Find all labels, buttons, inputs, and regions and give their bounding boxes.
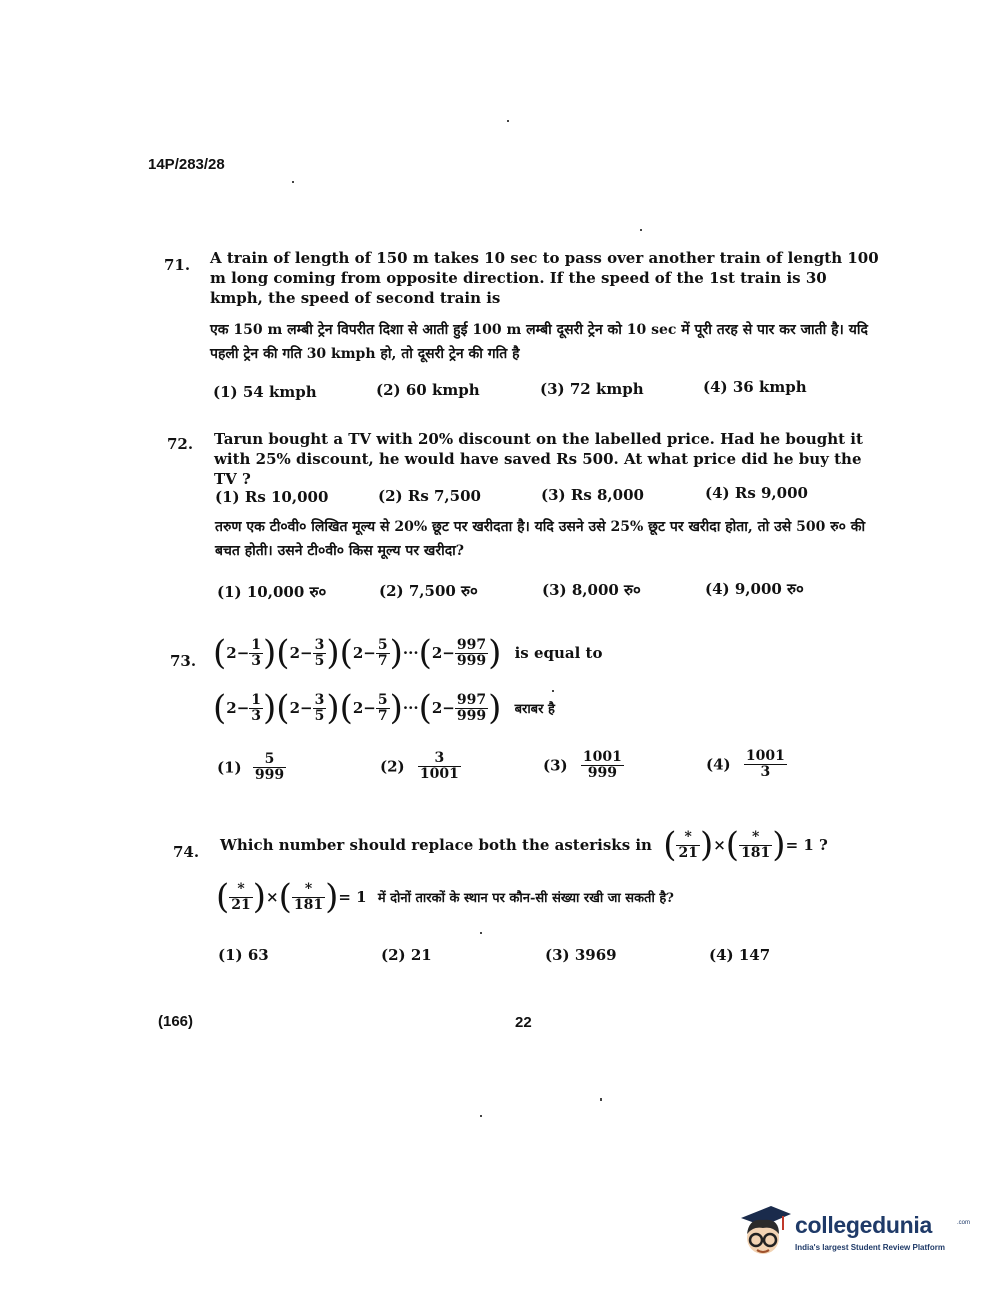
- question-74-option-2: (2) 21: [381, 946, 432, 964]
- question-72-option-hi-2: (2) 7,500 रु०: [379, 582, 478, 600]
- question-72-option-en-2: (2) Rs 7,500: [378, 487, 481, 505]
- question-74-number: 74.: [173, 843, 200, 861]
- question-71-number: 71.: [164, 256, 191, 274]
- question-74-option-3: (3) 3969: [545, 946, 617, 964]
- question-73-option-3: (3) $\frac{1001}{999}$: [543, 749, 622, 781]
- question-72-text-en: Tarun bought a TV with 20% discount on the labelled price. Had he bought it with 25% discount, he would have saved Rs 500. At what price did he buy the TV ?: [214, 430, 863, 488]
- logo-dotcom: .com: [957, 1220, 971, 1226]
- footer-code: (166): [158, 1013, 194, 1030]
- mascot-icon: [735, 1196, 793, 1260]
- question-72-option-hi-3: (3) 8,000 रु०: [542, 581, 641, 599]
- question-71-text-en: A train of length of 150 m takes 10 sec to pass over another train of length 100 m long coming from opposite direction. If the speed of the 1st train is 30 kmph, the speed of second train is: [210, 249, 879, 307]
- question-72-option-en-4: (4) Rs 9,000: [705, 484, 808, 502]
- question-72-option-en-3: (3) Rs 8,000: [541, 486, 644, 504]
- question-74-text-en: Which number should replace both the asterisks in ( $\frac{*}{21}$ )×( $\frac{*}{181}$ )= 1 ?: [220, 825, 828, 865]
- question-72-text-hi: तरुण एक टी०वी० लिखित मूल्य से 20% छूट पर खरीदता है। यदि उसने उसे 25% छूट पर खरीदा होता, तो उसे 500 रु० की बचत होती। उसने टी०वी० किस मूल्य पर खरीदा?: [215, 519, 866, 559]
- scan-speck: [480, 1115, 482, 1117]
- paper-code: 14P/283/28: [148, 156, 225, 173]
- question-71-option-1: (1) 54 kmph: [213, 383, 317, 401]
- scan-speck: [640, 229, 642, 231]
- question-73-suffix-hi: बराबर है: [514, 702, 555, 717]
- question-73-expression-hi: (2− $\frac{1}{3}$ )(2− $\frac{3}{5}$ )(2− $\frac{5}{7}$ )···(2− $\frac{997}{999}$ ) बराबर है: [213, 688, 555, 728]
- logo-tagline: India's largest Student Review Platform: [795, 1243, 945, 1252]
- scan-speck: [600, 1098, 602, 1101]
- question-72-option-hi-4: (4) 9,000 रु०: [705, 580, 804, 598]
- question-72-option-hi-1: (1) 10,000 रु०: [217, 583, 327, 601]
- question-73-option-1: (1) $\frac{5}{999}$: [217, 751, 285, 783]
- question-71-text-hi: एक 150 m लम्बी ट्रेन विपरीत दिशा से आती हुई 100 m लम्बी दूसरी ट्रेन को 10 sec में पूरी तरह से पार कर जाती है। यदि पहली ट्रेन की गति 30 kmph हो, तो दूसरी ट्रेन की गति है: [210, 322, 868, 362]
- scan-speck: [480, 932, 482, 934]
- question-73-option-4: (4) $\frac{1001}{3}$: [706, 748, 785, 780]
- question-74-option-4: (4) 147: [709, 946, 771, 964]
- collegedunia-logo: [735, 1196, 971, 1262]
- question-73-number: 73.: [170, 652, 197, 670]
- question-72-option-en-1: (1) Rs 10,000: [215, 488, 329, 506]
- question-74-option-1: (1) 63: [218, 946, 269, 964]
- scan-speck: [507, 120, 509, 122]
- question-71-option-4: (4) 36 kmph: [703, 378, 807, 396]
- page-number: 22: [515, 1014, 532, 1031]
- question-71-option-3: (3) 72 kmph: [540, 380, 644, 398]
- scan-speck: [552, 690, 554, 692]
- question-74-text-hi: ( $\frac{*}{21}$ )×( $\frac{*}{181}$ )= 1 में दोनों तारकों के स्थान पर कौन-सी संख्या रखी जा सकती है?: [216, 877, 674, 917]
- question-73-option-2: (2) $\frac{3}{1001}$: [380, 750, 459, 782]
- scan-speck: [292, 181, 294, 183]
- logo-wordmark: collegedunia: [795, 1212, 932, 1238]
- question-73-suffix-en: is equal to: [514, 644, 603, 662]
- question-71-option-2: (2) 60 kmph: [376, 381, 480, 399]
- question-73-expression-en: (2− $\frac{1}{3}$ )(2− $\frac{3}{5}$ )(2− $\frac{5}{7}$ )···(2− $\frac{997}{999}$ ) is equal to: [213, 633, 603, 673]
- question-72-number: 72.: [167, 435, 194, 453]
